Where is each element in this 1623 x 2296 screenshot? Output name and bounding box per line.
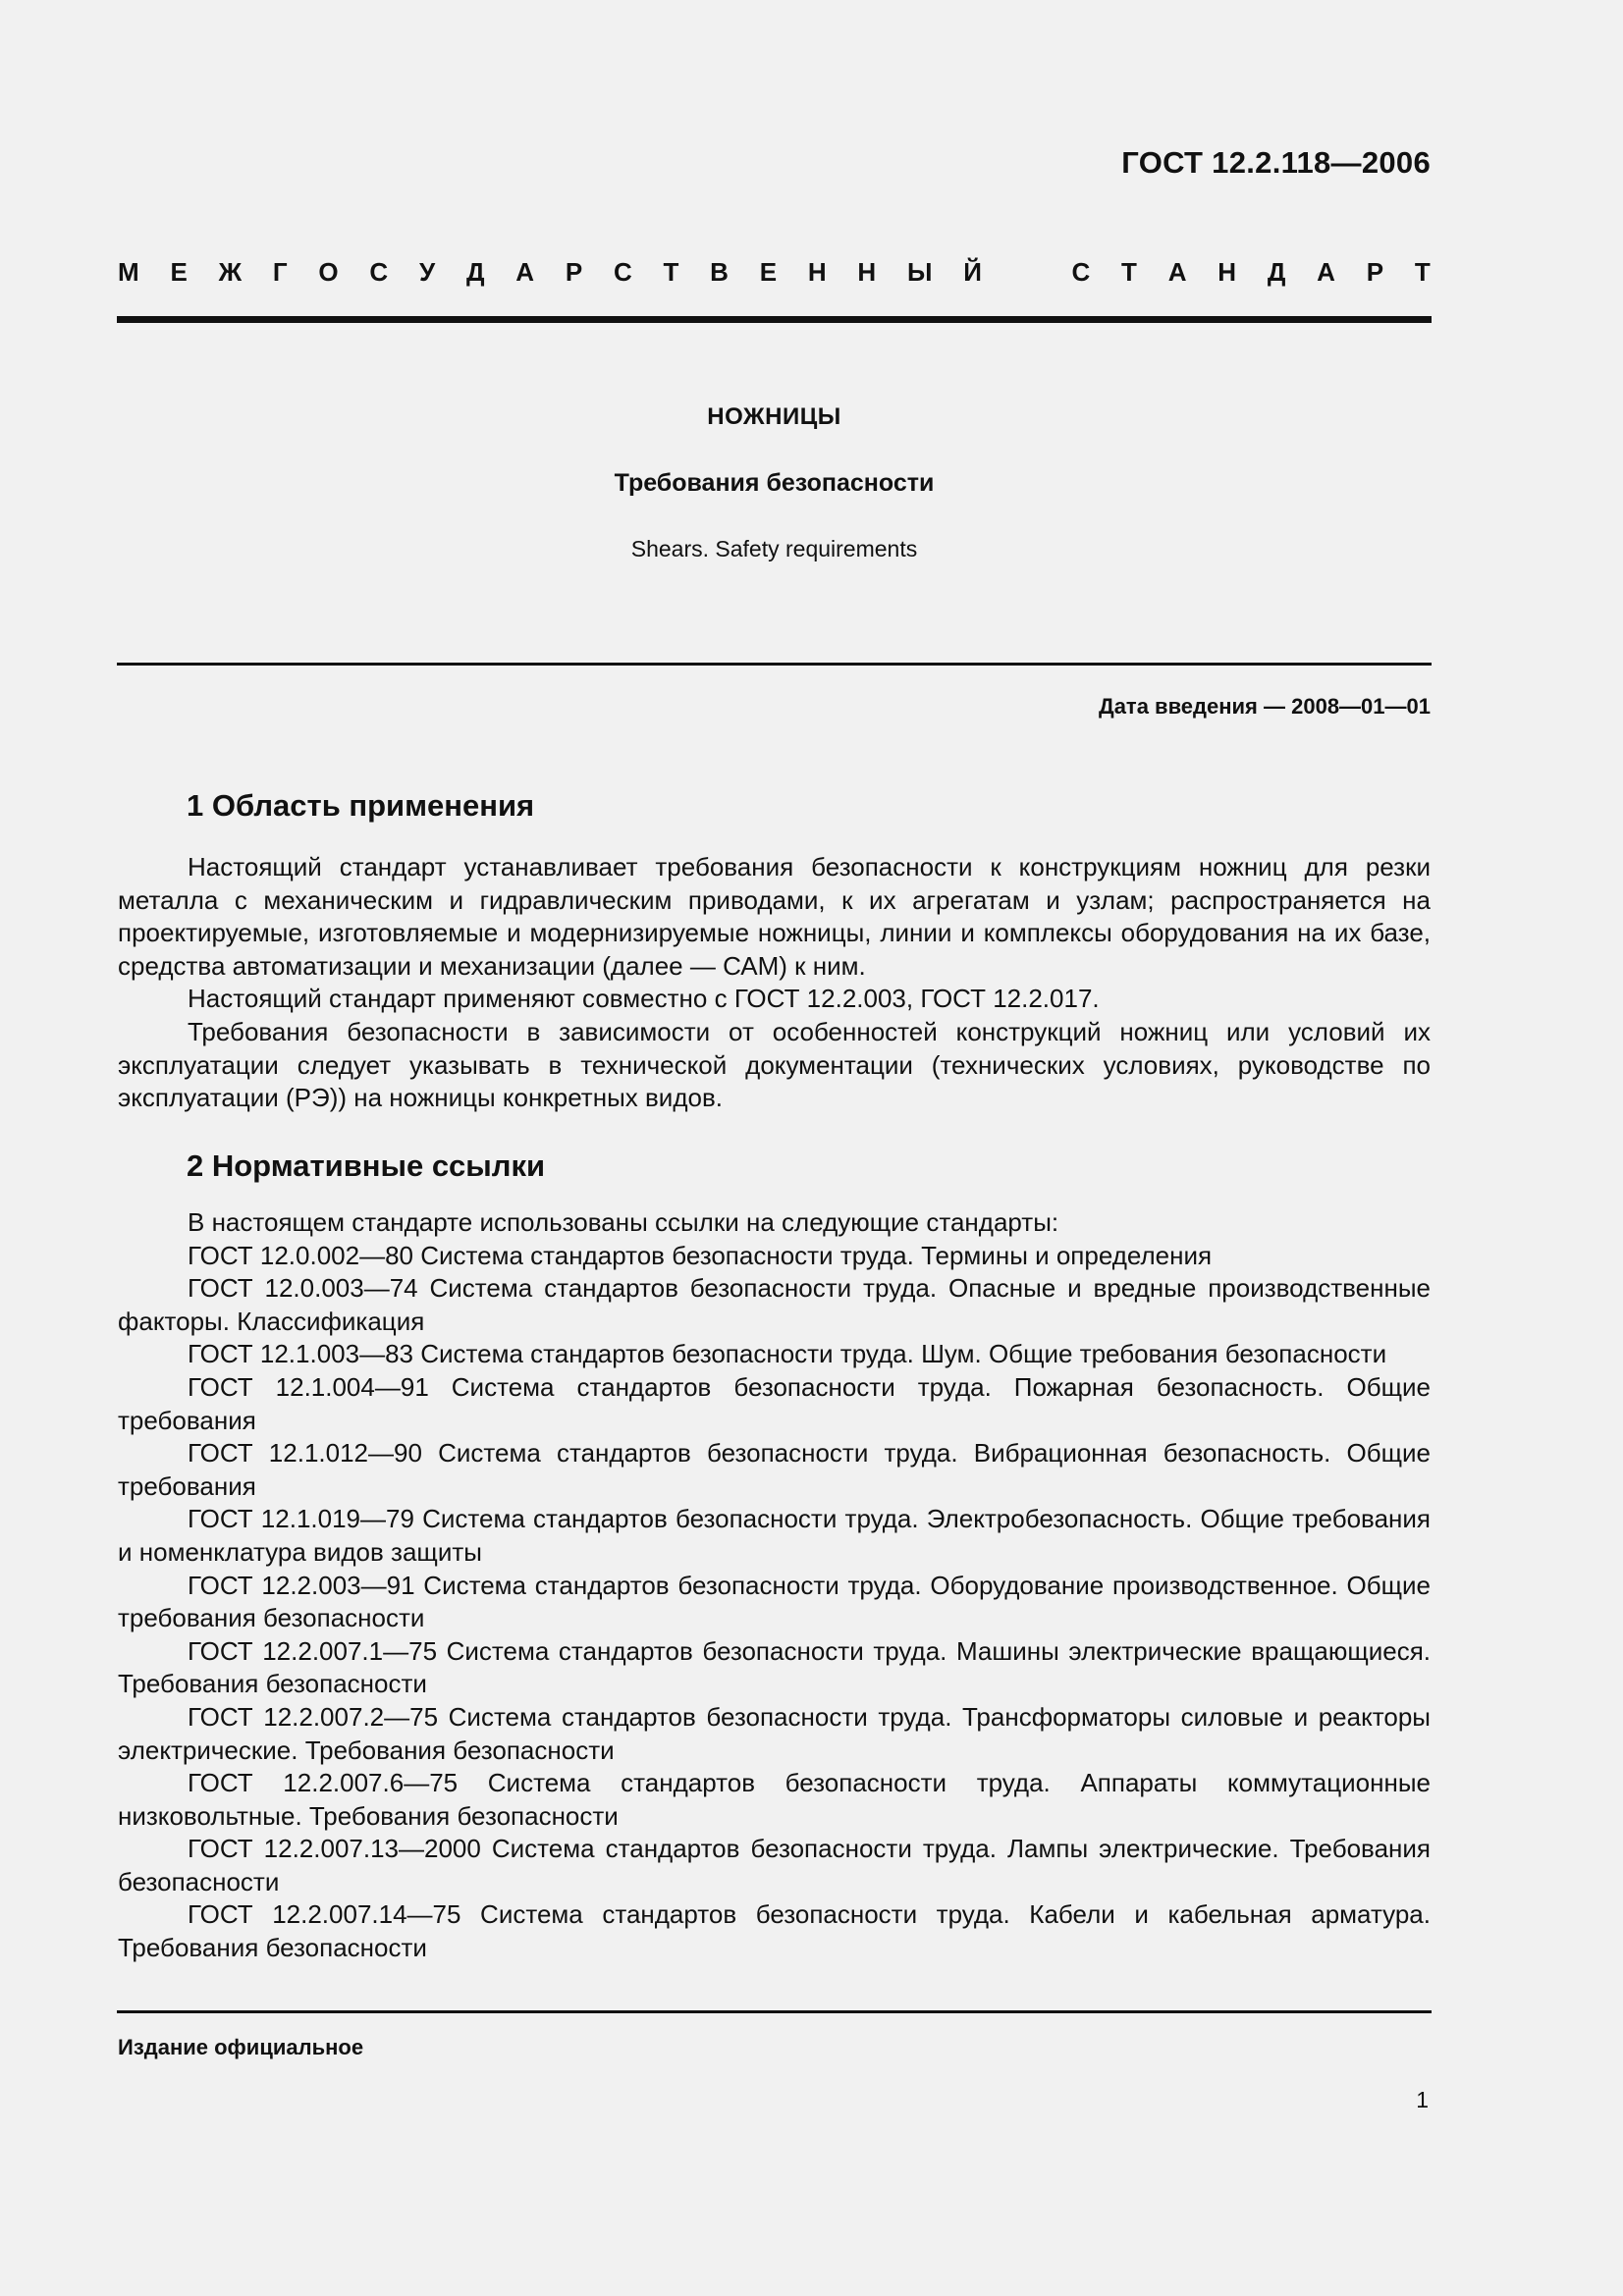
section-1-heading: 1 Область применения (187, 788, 535, 823)
footer-divider (117, 2010, 1432, 2013)
banner-letter: Т (1121, 257, 1137, 287)
banner-letter: Ж (218, 257, 243, 287)
banner-letter: У (418, 257, 436, 287)
title-divider (117, 663, 1432, 666)
banner-letter: Ы (906, 257, 933, 287)
banner-letter: Н (1217, 257, 1237, 287)
official-edition-label: Издание официальное (118, 2035, 364, 2059)
reference-item: ГОСТ 12.2.007.2—75 Система стандартов безопасности труда. Трансформаторы силовые и реакторы электрические. Требования безопасности (118, 1701, 1431, 1765)
section-2-body (118, 1206, 1431, 1965)
reference-item: ГОСТ 12.2.007.6—75 Система стандартов безопасности труда. Аппараты коммутационные низковольтные. Требования безопасности (118, 1768, 1431, 1831)
reference-item: ГОСТ 12.1.012—90 Система стандартов безопасности труда. Вибрационная безопасность. Общие требования (118, 1438, 1431, 1501)
banner-letter: С (369, 257, 389, 287)
reference-item: ГОСТ 12.2.003—91 Система стандартов безопасности труда. Оборудование производственное. Общие требования безопасности (118, 1570, 1431, 1633)
banner-letter: А (1317, 257, 1335, 287)
banner-word-gap (1013, 257, 1041, 288)
banner-letter: С (1071, 257, 1091, 287)
banner-letter: А (515, 257, 535, 287)
reference-item: ГОСТ 12.1.003—83 Система стандартов безопасности труда. Шум. Общие требования безопасности (188, 1339, 1387, 1369)
reference-item: ГОСТ 12.0.003—74 Система стандартов безопасности труда. Опасные и вредные производственные факторы. Классификация (118, 1273, 1431, 1336)
paragraph: Требования безопасности в зависимости от особенностей конструкций ножниц или условий их эксплуатации следует указывать в технической документации (технических условиях, руководстве по эксплуатации (РЭ)) на ножницы конкретных видов. (118, 1016, 1431, 1113)
document-title: НОЖНИЦЫ (707, 403, 841, 430)
banner-letter: А (1167, 257, 1187, 287)
reference-item: ГОСТ 12.2.007.14—75 Система стандартов безопасности труда. Кабели и кабельная арматура. Требования безопасности (118, 1899, 1431, 1963)
paragraph: Настоящий стандарт применяют совместно с ГОСТ 12.2.003, ГОСТ 12.2.017. (188, 984, 1100, 1014)
document-number: ГОСТ 12.2.118—2006 (1121, 145, 1431, 180)
banner-letter: Н (807, 257, 827, 287)
banner-letter: Й (963, 257, 982, 287)
header-divider (117, 316, 1432, 323)
paragraph: В настоящем стандарте использованы ссылки на следующие стандарты: (188, 1207, 1059, 1237)
section-2-heading: 2 Нормативные ссылки (187, 1148, 546, 1183)
page-number: 1 (1416, 2087, 1429, 2112)
reference-item: ГОСТ 12.0.002—80 Система стандартов безопасности труда. Термины и определения (188, 1240, 1213, 1270)
paragraph: Настоящий стандарт устанавливает требования безопасности к конструкциям ножниц для резки металла с механическим и гидравлическим приводами, к их агрегатам и узлам; распространяется на проектируемые, изготовляемые и модернизируемые ножницы, линии и комплексы оборудования на их базе, средства автоматизации и механизации (далее — САМ) к ним. (118, 852, 1431, 981)
banner-letter: О (318, 257, 339, 287)
banner-letter: Г (272, 257, 288, 287)
banner-letter: Д (465, 257, 485, 287)
banner-letter: Е (170, 257, 188, 287)
reference-item: ГОСТ 12.2.007.13—2000 Система стандартов безопасности труда. Лампы электрические. Требования безопасности (118, 1834, 1431, 1896)
banner-letter: Т (1414, 257, 1431, 287)
banner-letter: Е (759, 257, 778, 287)
english-title: Shears. Safety requirements (630, 536, 918, 561)
reference-item: ГОСТ 12.1.019—79 Система стандартов безопасности труда. Электробезопасность. Общие требования и номенклатура видов защиты (118, 1504, 1431, 1567)
banner-letter: Т (663, 257, 679, 287)
section-1-body (118, 851, 1431, 1115)
banner-letter: Н (857, 257, 877, 287)
banner-letter: М (118, 257, 139, 287)
effective-date: Дата введения — 2008—01—01 (1099, 694, 1431, 719)
reference-item: ГОСТ 12.2.007.1—75 Система стандартов безопасности труда. Машины электрические вращающиеся. Требования безопасности (118, 1635, 1431, 1699)
banner-letter: В (710, 257, 729, 287)
banner-letter: С (613, 257, 632, 287)
reference-item: ГОСТ 12.1.004—91 Система стандартов безопасности труда. Пожарная безопасность. Общие требования (118, 1371, 1431, 1435)
banner-letter: Р (1366, 257, 1384, 287)
interstate-standard-banner (118, 257, 1431, 288)
document-subtitle: Требования безопасности (614, 469, 935, 497)
banner-letter: Д (1267, 257, 1286, 287)
banner-letter: Р (565, 257, 583, 287)
